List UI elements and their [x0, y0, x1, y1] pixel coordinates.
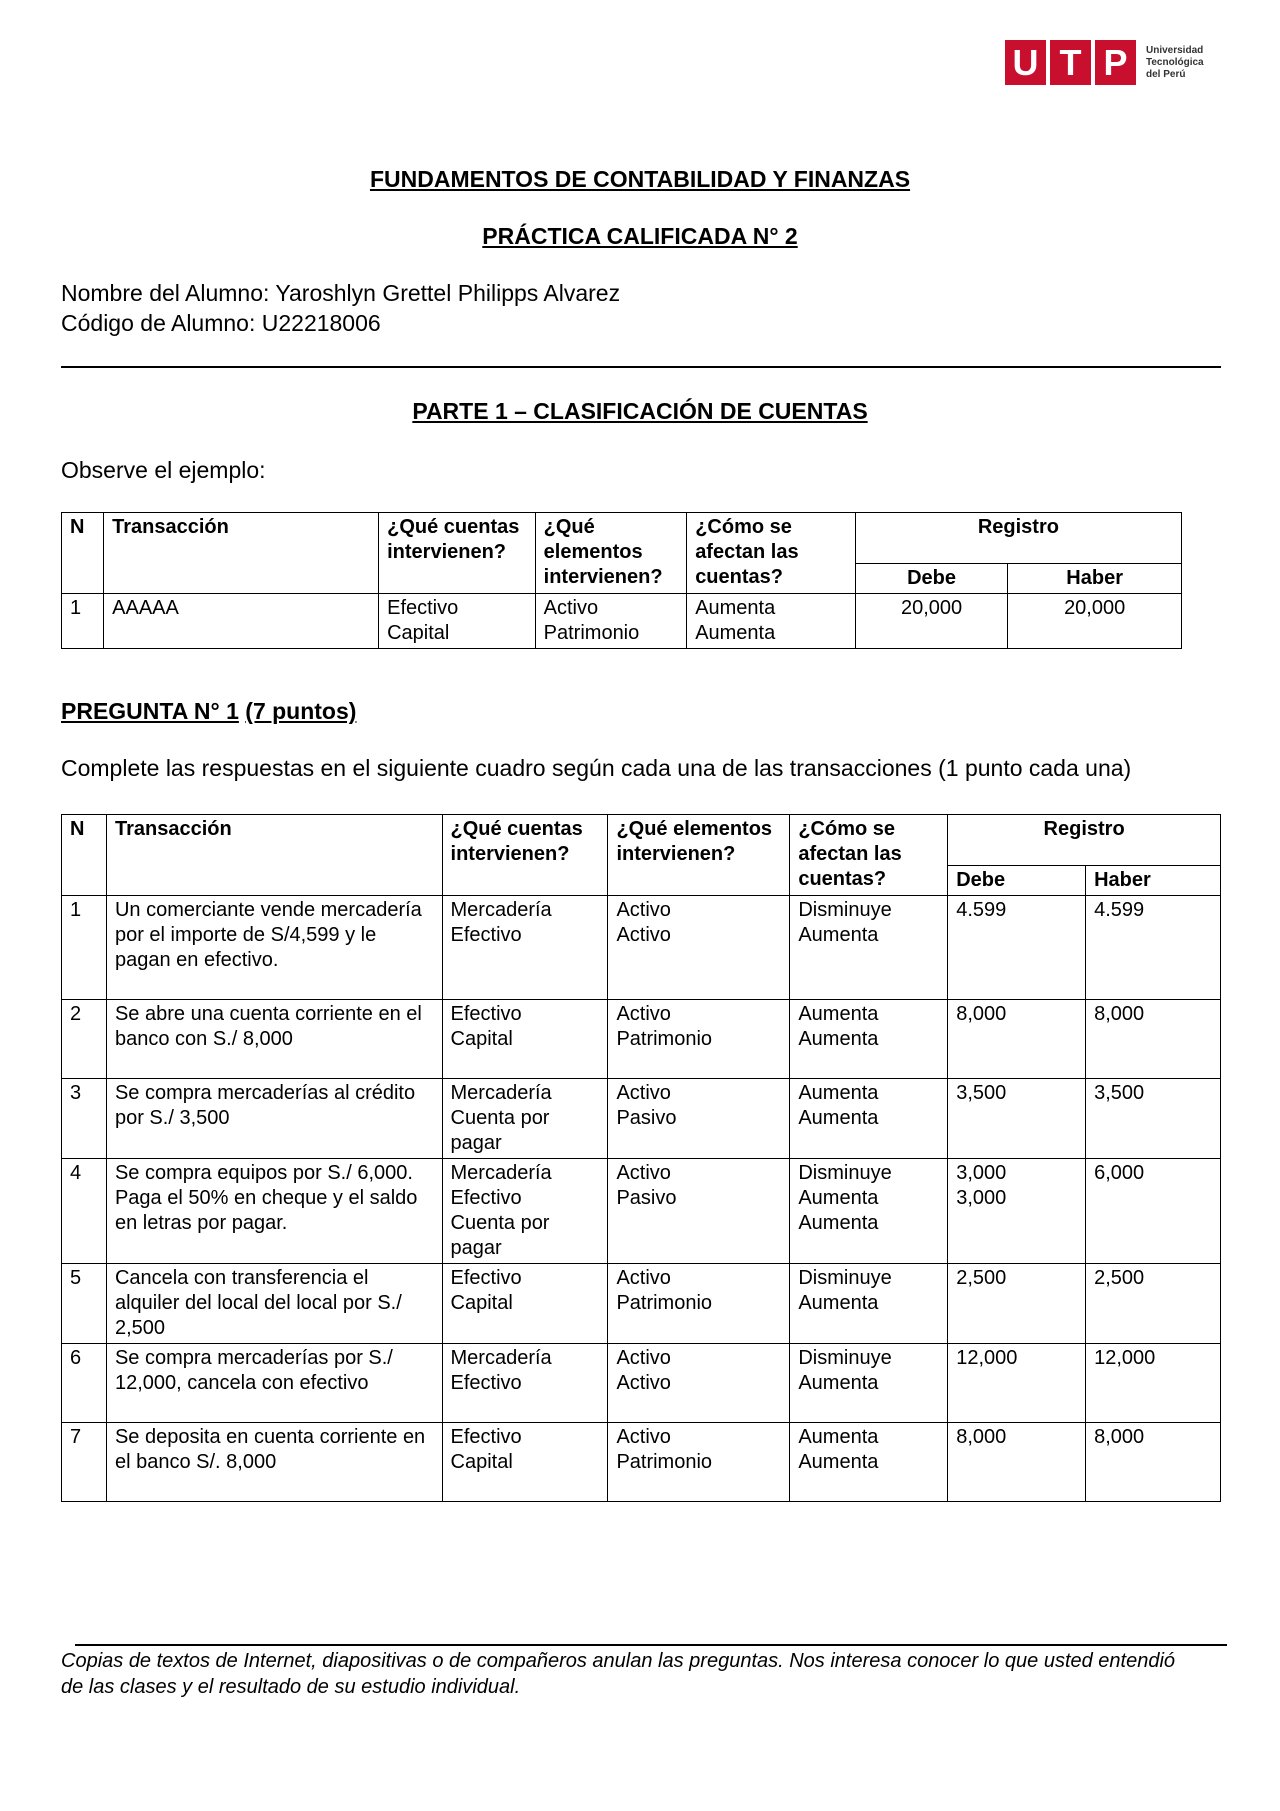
student-name: Nombre del Alumno: Yaroshlyn Grettel Philipps Alvarez — [61, 280, 621, 306]
cell-cuentas: Efectivo Capital — [442, 1000, 608, 1079]
cell-cuentas: Mercadería Efectivo Cuenta por pagar — [442, 1159, 608, 1264]
logo-mark — [1005, 40, 1136, 85]
cell-como: Aumenta Aumenta — [790, 1000, 948, 1079]
cell-n: 1 — [62, 896, 107, 1000]
cell-haber: 2,500 — [1086, 1264, 1221, 1344]
header-registro: Registro — [948, 815, 1221, 866]
question-points: (7 puntos) — [245, 698, 357, 724]
cell-como: Aumenta Aumenta — [790, 1423, 948, 1502]
cell-debe: 2,500 — [948, 1264, 1086, 1344]
header-haber: Haber — [1086, 866, 1221, 896]
header-cuentas: ¿Qué cuentas intervienen? — [442, 815, 608, 896]
cell-como: Aumenta Aumenta — [790, 1079, 948, 1159]
question1-table — [61, 814, 1221, 1502]
logo-line: Universidad — [1146, 44, 1204, 56]
header-como: ¿Cómo se afectan las cuentas? — [790, 815, 948, 896]
cell-elementos: Activo Patrimonio — [608, 1000, 790, 1079]
exam-title: PRÁCTICA CALIFICADA N° 2 — [482, 223, 798, 249]
cell-cuentas: Mercadería Efectivo — [442, 1344, 608, 1423]
cell-como: Disminuye Aumenta — [790, 1264, 948, 1344]
header-transaccion: Transacción — [104, 513, 379, 594]
table-row — [62, 1079, 1221, 1159]
logo-line: Tecnológica — [1146, 56, 1204, 68]
cell-haber: 3,500 — [1086, 1079, 1221, 1159]
cell-elementos: Activo Pasivo — [608, 1159, 790, 1264]
utp-logo — [1005, 40, 1226, 85]
cell-haber: 6,000 — [1086, 1159, 1221, 1264]
header-cuentas: ¿Qué cuentas intervienen? — [379, 513, 536, 594]
header-debe: Debe — [948, 866, 1086, 896]
cell-n: 2 — [62, 1000, 107, 1079]
cell-debe: 8,000 — [948, 1423, 1086, 1502]
table-row — [62, 1344, 1221, 1423]
part1-intro: Observe el ejemplo: — [61, 457, 266, 483]
cell-cuentas: Efectivo Capital — [379, 594, 536, 649]
cell-n: 7 — [62, 1423, 107, 1502]
logo-letter-p: P — [1103, 41, 1128, 83]
table-row — [62, 1000, 1221, 1079]
table-row — [62, 1264, 1221, 1344]
header-elementos: ¿Qué elementos intervienen? — [608, 815, 790, 896]
header-elementos: ¿Qué elementos intervienen? — [535, 513, 687, 594]
cell-transaccion: Cancela con transferencia el alquiler del local del local por S./ 2,500 — [106, 1264, 442, 1344]
cell-como: Disminuye Aumenta — [790, 896, 948, 1000]
cell-haber: 8,000 — [1086, 1423, 1221, 1502]
cell-elementos: Activo Patrimonio — [608, 1264, 790, 1344]
part1-title: PARTE 1 – CLASIFICACIÓN DE CUENTAS — [412, 398, 868, 424]
table-row — [62, 594, 1182, 649]
question1-title — [61, 698, 356, 725]
example-table — [61, 512, 1182, 649]
cell-transaccion: Se abre una cuenta corriente en el banco con S./ 8,000 — [106, 1000, 442, 1079]
cell-debe: 12,000 — [948, 1344, 1086, 1423]
logo-letter-t: T — [1059, 41, 1082, 83]
divider — [61, 366, 1221, 368]
cell-haber: 12,000 — [1086, 1344, 1221, 1423]
table-row — [62, 896, 1221, 1000]
cell-debe: 3,500 — [948, 1079, 1086, 1159]
cell-debe: 4.599 — [948, 896, 1086, 1000]
question-label: PREGUNTA N° 1 — [61, 698, 239, 724]
cell-debe: 8,000 — [948, 1000, 1086, 1079]
cell-como: Disminuye Aumenta — [790, 1344, 948, 1423]
cell-transaccion: Un comerciante vende mercadería por el importe de S/4,599 y le pagan en efectivo. — [106, 896, 442, 1000]
cell-cuentas: Efectivo Capital — [442, 1423, 608, 1502]
footer-note: Copias de textos de Internet, diapositivas o de compañeros anulan las preguntas. Nos interesa conocer lo que usted entendió de las clases y el resultado de su estudio individual. — [61, 1650, 1176, 1698]
cell-transaccion: Se compra mercaderías al crédito por S./ 3,500 — [106, 1079, 442, 1159]
cell-haber: 20,000 — [1008, 594, 1182, 649]
cell-cuentas: Efectivo Capital — [442, 1264, 608, 1344]
cell-como: Aumenta Aumenta — [687, 594, 856, 649]
header-debe: Debe — [855, 564, 1008, 594]
logo-line: del Perú — [1146, 68, 1186, 80]
footer-divider — [75, 1644, 1227, 1646]
cell-haber: 8,000 — [1086, 1000, 1221, 1079]
logo-letter-u: U — [1012, 41, 1039, 83]
table-row — [62, 1423, 1221, 1502]
cell-elementos: Activo Activo — [608, 896, 790, 1000]
cell-elementos: Activo Patrimonio — [608, 1423, 790, 1502]
cell-n: 5 — [62, 1264, 107, 1344]
cell-cuentas: Mercadería Cuenta por pagar — [442, 1079, 608, 1159]
table-row — [62, 1159, 1221, 1264]
cell-n: 4 — [62, 1159, 107, 1264]
cell-transaccion: Se deposita en cuenta corriente en el banco S/. 8,000 — [106, 1423, 442, 1502]
cell-elementos: Activo Patrimonio — [535, 594, 687, 649]
cell-transaccion: Se compra mercaderías por S./ 12,000, cancela con efectivo — [106, 1344, 442, 1423]
cell-como: Disminuye Aumenta Aumenta — [790, 1159, 948, 1264]
cell-elementos: Activo Pasivo — [608, 1079, 790, 1159]
cell-debe: 3,000 3,000 — [948, 1159, 1086, 1264]
header-transaccion: Transacción — [106, 815, 442, 896]
course-title: FUNDAMENTOS DE CONTABILIDAD Y FINANZAS — [369, 166, 911, 192]
header-n: N — [62, 513, 104, 594]
cell-n: 3 — [62, 1079, 107, 1159]
question1-instructions: Complete las respuestas en el siguiente cuadro según cada una de las transacciones (1 punto cada una) — [61, 755, 1132, 781]
logo-wordmark — [1146, 45, 1226, 81]
header-haber: Haber — [1008, 564, 1182, 594]
header-como: ¿Cómo se afectan las cuentas? — [687, 513, 856, 594]
header-n: N — [62, 815, 107, 896]
cell-elementos: Activo Activo — [608, 1344, 790, 1423]
header-registro: Registro — [855, 513, 1181, 564]
cell-transaccion: AAAAA — [104, 594, 379, 649]
cell-transaccion: Se compra equipos por S./ 6,000. Paga el 50% en cheque y el saldo en letras por pagar. — [106, 1159, 442, 1264]
cell-cuentas: Mercadería Efectivo — [442, 896, 608, 1000]
cell-haber: 4.599 — [1086, 896, 1221, 1000]
student-code: Código de Alumno: U22218006 — [61, 310, 381, 336]
cell-n: 1 — [62, 594, 104, 649]
cell-n: 6 — [62, 1344, 107, 1423]
cell-debe: 20,000 — [855, 594, 1008, 649]
